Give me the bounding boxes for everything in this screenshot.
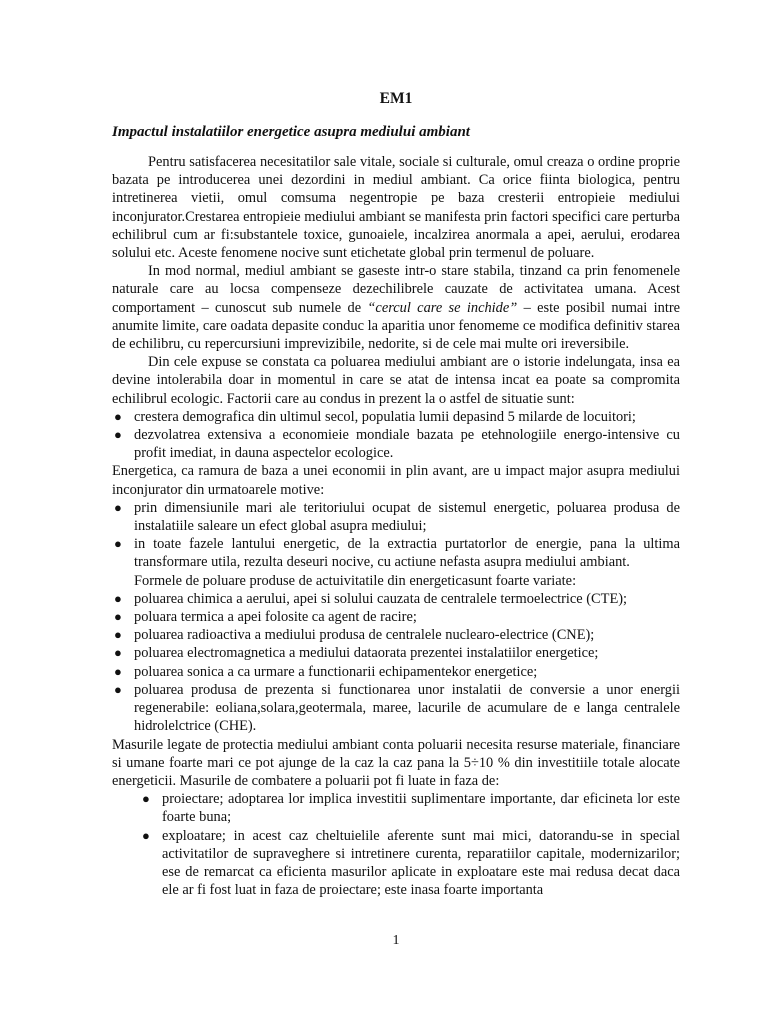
bullet-icon: ●: [114, 499, 122, 515]
list-item: ● poluarea produsa de prezenta si functionarea unor instalatii de conversie a unor energii regenerabile: eoliana,solara,geotermala, maree, lacurile de acumulare de e langa centralele hidrolelctrice (CHE).: [114, 681, 680, 735]
bullet-icon: ●: [142, 791, 150, 807]
reasons-list: [112, 499, 680, 572]
list-item: ● prin dimensiunile mari ale teritoriului ocupat de sistemul energetic, poluarea produsa de instalatiile saleare un efect global asupra mediului;: [114, 499, 680, 535]
list-item: ● poluarea sonica a ca urmare a functionarii echipamentekor energetice;: [114, 663, 538, 680]
list-item: ● dezvolatrea extensiva a economieie mondiale bazata pe etehnologiile energo-intensive cu profit imediat, in dauna aspectelor ecologice.: [114, 427, 680, 462]
document-body: [112, 153, 680, 899]
paragraph-2-text-a: In mod normal, mediul ambiant se gaseste intr-o stare stabila, tinzand ca prin fenomenele naturale care au locsa compenseze dezechilibrele cauzate de activitatea umana. Acest comportament – cunoscut sub numele de: [112, 263, 680, 316]
document-page: [112, 0, 680, 1024]
bullet-icon: ●: [114, 427, 122, 443]
list-item: ● exploatare; in acest caz cheltuielile aferente sunt mai mici, datorandu-se in special activitatilor de supraveghere si intretinere curenta, reparatiilor capitale, modernizarilor; ese de remarcat ca eficienta masurilor aplicate in exploatare este mai redusa decat daca ele ar fi fost luat in faza de proiectare; este inasa foarte importanta: [142, 827, 680, 899]
list-item: ● poluara termica a apei folosite ca agent de racire;: [114, 609, 417, 626]
bullet-icon: ●: [142, 827, 150, 843]
list-item: ● crestera demografica din ultimul secol, populatia lumii depasind 5 milarde de locuitori;: [114, 408, 636, 425]
measures-list: [112, 790, 680, 899]
bullet-icon: ●: [114, 645, 122, 661]
list-item: ● poluarea radioactiva a mediului produsa de centralele nuclearo-electrice (CNE);: [114, 627, 595, 644]
document-title: EM1: [379, 90, 413, 107]
paragraph-4: Energetica, ca ramura de baza a unei economii in plin avant, are u impact major asupra mediului inconjurator din urmatoarele motive:: [112, 463, 680, 498]
bullet-icon: ●: [114, 627, 122, 643]
quoted-term: “cercul care se inchide”: [367, 299, 518, 316]
paragraph-2-text-b: – este posibil numai intre anumite limite, care oadata depasite conduc la aparitia unor fenomeme ce modifica definitiv starea de echilibru, cu repercursiuni imprevizibile, nedorite, si de cele mai multe ori ireversibile.: [112, 299, 681, 353]
bullet-icon: ●: [114, 609, 122, 625]
paragraph-6: Masurile legate de protectia mediului ambiant conta poluarii necesita resurse materiale, financiare si umane foarte mari ce pot ajunge de la caz la caz pana la 5÷10 % din investitiile totale alocate energeticii. Masurile de combatere a poluarii pot fi luate in faza de:: [112, 736, 680, 789]
paragraph-5: Formele de poluare produse de actuivitatile din energeticasunt foarte variate:: [134, 572, 577, 589]
bullet-icon: ●: [114, 408, 122, 424]
paragraph-1: Pentru satisfacerea necesitatilor sale vitale, sociale si culturale, omul creaza o ordine proprie bazata pe introducerea unei dezordini in mediul ambiant. Ca orice fiinta biologica, pentru intretinerea vietii, omul comsuma negentropie pe baza cresterii entropieie mediului inconjurator.Crestarea entropieie mediului ambiant se manifesta prin factori specifici care perturba echilibrul cum ar fi:substantele toxice, gunoaiele, incalzirea anormala a apei, aerului, erodarea solului etc. Aceste fenomene nocive sunt etichetate global prin termenul de poluare.: [112, 154, 680, 262]
list-item: ● proiectare; adoptarea lor implica investitii suplimentare importante, dar eficineta lor este foarte buna;: [142, 791, 680, 826]
page-number: 1: [392, 933, 400, 948]
list-item: ● poluarea electromagnetica a mediului dataorata prezentei instalatiilor energetice;: [114, 645, 599, 662]
factors-list: [112, 408, 680, 463]
pollution-forms-list: [112, 590, 680, 736]
list-item: ● in toate fazele lantului energetic, de la extractia purtatorlor de energie, pana la ultima transformare utila, rezulta deseuri nocive, cu actiune nefasta asupra mediului ambiant.: [114, 536, 680, 571]
paragraph-2: [112, 262, 680, 353]
bullet-icon: ●: [114, 681, 122, 697]
paragraph-3: Din cele expuse se constata ca poluarea mediului ambiant are o istorie indelungata, insa ea devine intolerabila doar in momentul in care se atat de intensa incat ea poate sa compromita echilibrul ecologic. Factorii care au condus in prezent la o astfel de situatie sunt:: [112, 354, 680, 407]
bullet-icon: ●: [114, 663, 122, 679]
bullet-icon: ●: [114, 536, 122, 552]
list-item: ● poluarea chimica a aerului, apei si solului cauzata de centralele termoelectrice (CTE);: [114, 590, 628, 607]
section-heading: Impactul instalatiilor energetice asupra mediului ambiant: [112, 124, 470, 140]
bullet-icon: ●: [114, 590, 122, 606]
